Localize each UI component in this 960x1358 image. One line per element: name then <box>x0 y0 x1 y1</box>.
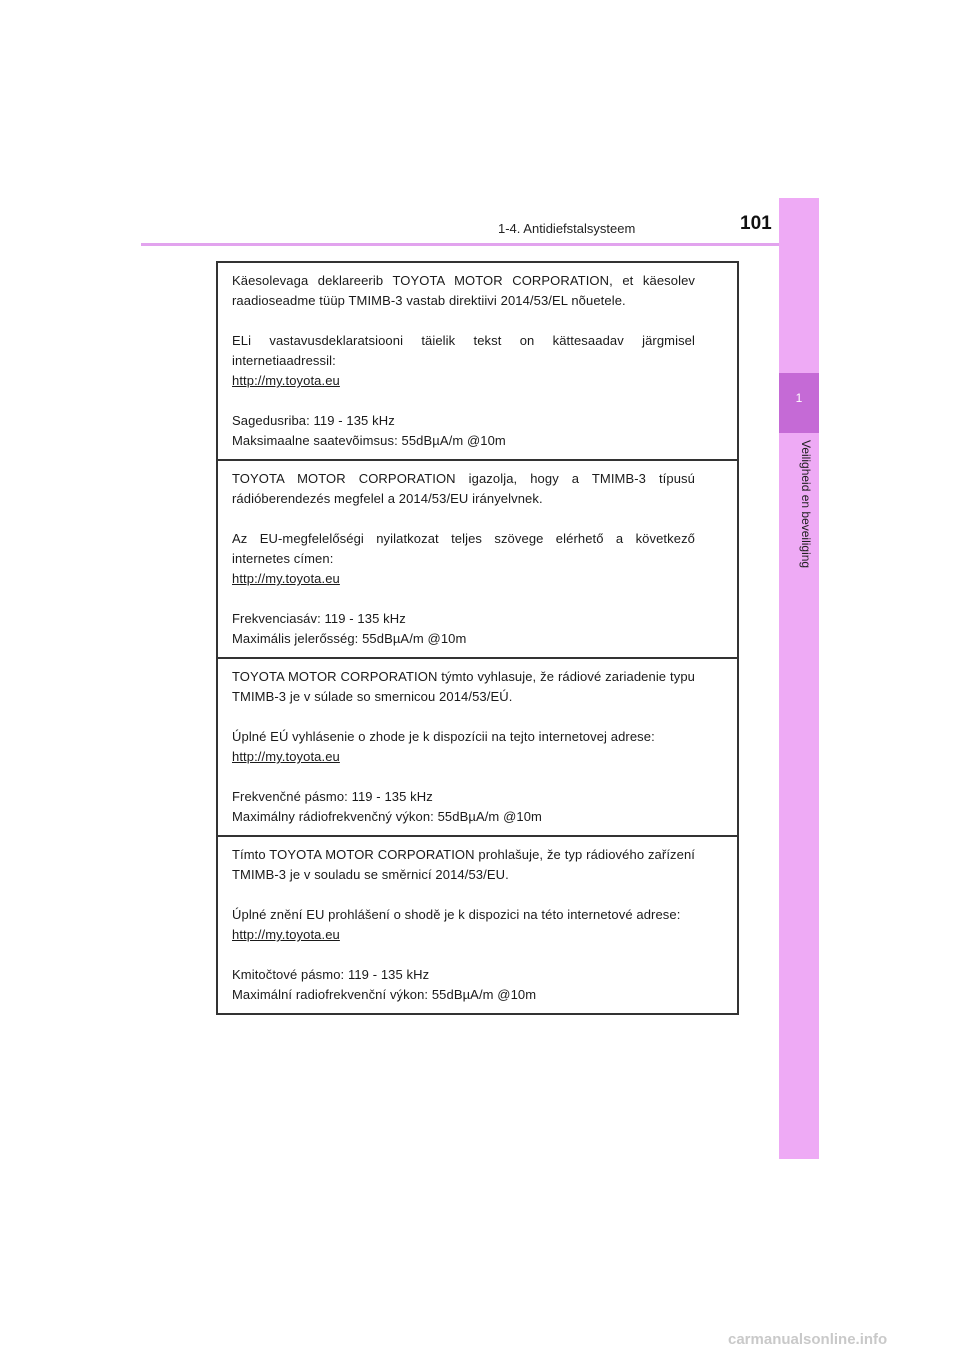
page-number: 101 <box>740 213 772 234</box>
chapter-label: Veiligheid en beveiliging <box>799 440 813 569</box>
frequency-text: Frekvenčné pásmo: 119 - 135 kHz <box>232 789 433 804</box>
conformity-notice-table <box>216 261 739 1015</box>
declaration-url-link[interactable]: http://my.toyota.eu <box>232 749 340 764</box>
declaration-text: TOYOTA MOTOR CORPORATION týmto vyhlasuje, že rádiové zariadenie typu TMIMB-3 je v súlade so smernicou 2014/53/EÚ. <box>232 669 695 704</box>
paragraph-spacer <box>232 509 695 529</box>
paragraph-spacer <box>232 391 695 411</box>
section-header: 1-4. Antidiefstalsysteem <box>498 221 636 236</box>
site-watermark: carmanualsonline.info <box>728 1331 888 1348</box>
notice-cell-slovak <box>218 657 737 835</box>
declaration-text: Tímto TOYOTA MOTOR CORPORATION prohlašuje, že typ rádiového zařízení TMIMB-3 je v souladu se směrnicí 2014/53/EU. <box>232 847 695 882</box>
declaration-url-link[interactable]: http://my.toyota.eu <box>232 373 340 388</box>
paragraph-spacer <box>232 589 695 609</box>
chapter-side-tab <box>779 198 819 1159</box>
paragraph-spacer <box>232 311 695 331</box>
chapter-number: 1 <box>795 391 803 405</box>
notice-cell-estonian <box>218 263 737 459</box>
paragraph-spacer <box>232 767 695 787</box>
header-rule <box>141 243 819 246</box>
availability-text: Úplné znění EU prohlášení o shodě je k dispozici na této internetové adrese: <box>232 907 681 922</box>
frequency-text: Sagedusriba: 119 - 135 kHz <box>232 413 395 428</box>
availability-text: Az EU-megfelelőségi nyilatkozat teljes szövege elérhető a következő internetes címen: <box>232 531 695 566</box>
paragraph-spacer <box>232 885 695 905</box>
power-text: Maximálny rádiofrekvenčný výkon: 55dBµA/m @10m <box>232 809 542 824</box>
paragraph-spacer <box>232 707 695 727</box>
paragraph-spacer <box>232 945 695 965</box>
power-text: Maksimaalne saatevõimsus: 55dBµA/m @10m <box>232 433 506 448</box>
declaration-text: Käesolevaga deklareerib TOYOTA MOTOR CORPORATION, et käesolev raadioseadme tüüp TMIMB-3 vastab direktiivi 2014/53/EL nõuetele. <box>232 273 695 308</box>
frequency-text: Kmitočtové pásmo: 119 - 135 kHz <box>232 967 430 982</box>
availability-text: Úplné EÚ vyhlásenie o zhode je k dispozícii na tejto internetovej adrese: <box>232 729 655 744</box>
notice-cell-czech <box>218 835 737 1013</box>
declaration-url-link[interactable]: http://my.toyota.eu <box>232 927 340 942</box>
availability-text: ELi vastavusdeklaratsiooni täielik tekst on kättesaadav järgmisel internetiaadressil: <box>232 333 695 368</box>
power-text: Maximální radiofrekvenční výkon: 55dBµA/m @10m <box>232 987 537 1002</box>
declaration-text: TOYOTA MOTOR CORPORATION igazolja, hogy a TMIMB-3 típusú rádióberendezés megfelel a 2014/53/EU irányelvnek. <box>232 471 695 506</box>
frequency-text: Frekvenciasáv: 119 - 135 kHz <box>232 611 406 626</box>
power-text: Maximális jelerősség: 55dBµA/m @10m <box>232 631 467 646</box>
declaration-url-link[interactable]: http://my.toyota.eu <box>232 571 340 586</box>
notice-cell-hungarian <box>218 459 737 657</box>
